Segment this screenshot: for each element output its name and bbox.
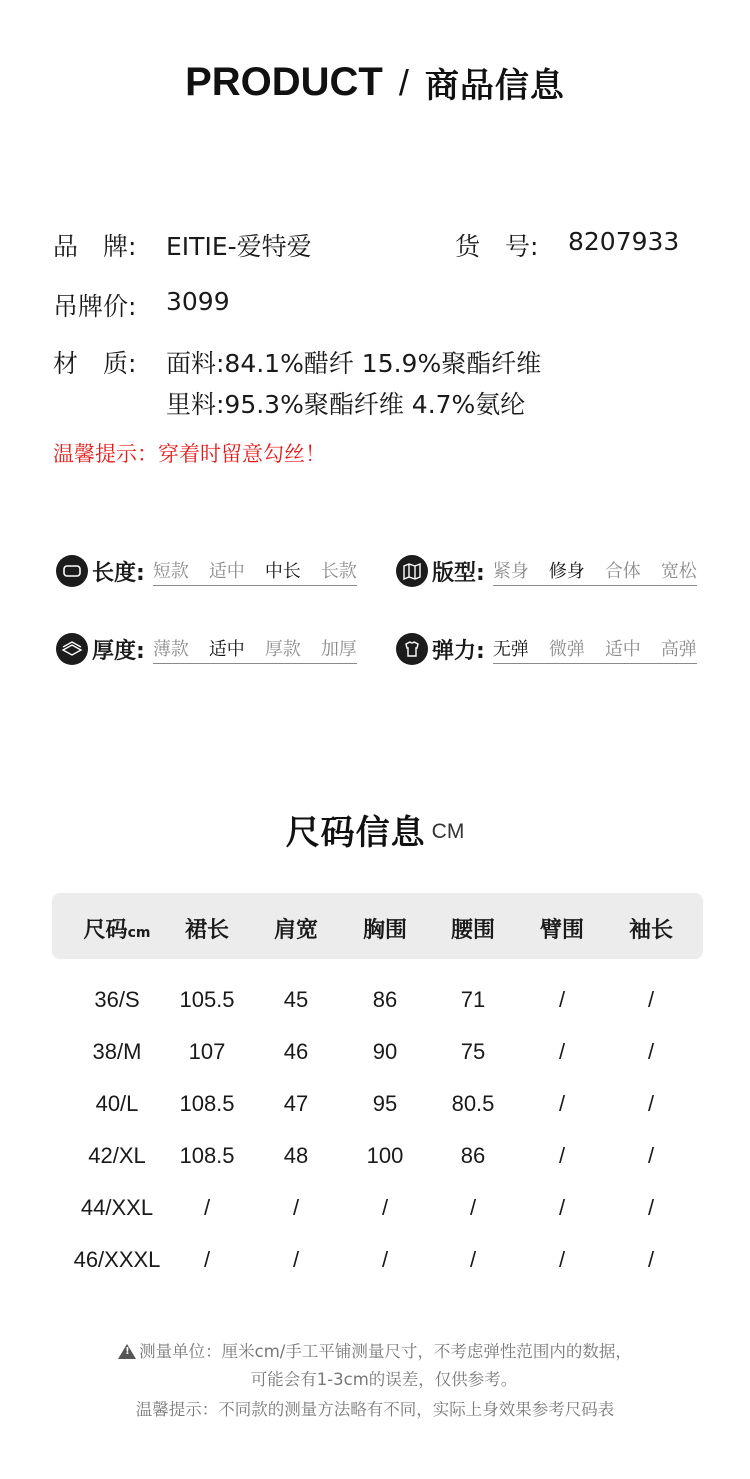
- header-title-cn: 商品信息: [424, 66, 565, 106]
- option-regular: 合体: [604, 560, 641, 582]
- option-long: 长款: [320, 560, 357, 582]
- measurement-cell: /: [558, 1091, 566, 1116]
- measurement-cell: /: [558, 1143, 566, 1168]
- attribute-elasticity: [396, 632, 697, 666]
- option-thin: 薄款: [152, 638, 189, 660]
- size-cell: 36/S: [94, 987, 140, 1012]
- size-cell: 46/XXXL: [73, 1247, 161, 1272]
- option-slight-stretch: 微弹: [548, 638, 585, 660]
- measurement-cell: /: [292, 1195, 300, 1220]
- note-line-1: 测量单位：厘米cm/手工平铺测量尺寸，不考虑弹性范围内的数据，: [139, 1342, 632, 1361]
- note-line-3: 温馨提示：不同款的测量方法略有不同，实际上身效果参考尺码表: [135, 1400, 615, 1419]
- measurement-cell: /: [647, 1039, 655, 1064]
- size-cell: 42/XL: [88, 1143, 146, 1168]
- brand-label: 品 牌:: [53, 232, 137, 261]
- header-sleeve: 袖长: [628, 918, 673, 943]
- material-label: 材 质:: [53, 349, 137, 378]
- measurement-cell: 48: [283, 1143, 309, 1168]
- length-icon: [56, 555, 88, 587]
- price-label: 吊牌价:: [53, 292, 137, 321]
- size-cell: 40/L: [95, 1091, 139, 1116]
- option-no-stretch: 无弹: [492, 638, 529, 660]
- attribute-options: [153, 557, 357, 586]
- measurement-cell: 75: [460, 1039, 486, 1064]
- measurement-note: [0, 1338, 750, 1362]
- measurement-cell: /: [292, 1247, 300, 1272]
- header-skirt-length: 裙长: [184, 918, 229, 943]
- measurement-cell: 107: [188, 1039, 226, 1064]
- measurement-cell: /: [558, 1039, 566, 1064]
- measurement-cell: 45: [283, 987, 309, 1012]
- measurement-cell: /: [558, 1247, 566, 1272]
- attribute-fit: [396, 554, 697, 588]
- size-title-text: 尺码信息: [285, 813, 426, 853]
- measurement-cell: 46: [283, 1039, 309, 1064]
- size-cell: 44/XXL: [80, 1195, 154, 1220]
- measurement-cell: /: [558, 1195, 566, 1220]
- option-high-stretch: 高弹: [660, 638, 697, 660]
- measurement-cell: /: [469, 1195, 477, 1220]
- measurement-cell: 95: [372, 1091, 398, 1116]
- measurement-cell: /: [647, 1143, 655, 1168]
- measurement-cell: /: [647, 987, 655, 1012]
- measurement-cell: 108.5: [179, 1143, 235, 1168]
- header-arm: 臂围: [539, 918, 584, 943]
- option-tight: 紧身: [492, 560, 529, 582]
- option-thick: 厚款: [264, 638, 301, 660]
- measurement-cell: 47: [283, 1091, 309, 1116]
- header-bust: 胸围: [362, 918, 407, 943]
- measurement-cell: /: [381, 1247, 389, 1272]
- attribute-name: 长度:: [92, 560, 145, 586]
- brand-value: EITIE-爱特爱: [166, 232, 312, 261]
- warning-icon: [118, 1344, 136, 1359]
- header-size-unit: cm: [127, 925, 151, 941]
- option-extra-thick: 加厚: [320, 638, 357, 660]
- option-slim: 修身: [548, 560, 585, 582]
- measurement-cell: /: [558, 987, 566, 1012]
- attribute-options: [153, 635, 357, 664]
- thickness-icon: [56, 633, 88, 665]
- attribute-length: [56, 554, 357, 588]
- option-short: 短款: [152, 560, 189, 582]
- attribute-options: [493, 557, 697, 586]
- attribute-options: [493, 635, 697, 664]
- measurement-cell: /: [381, 1195, 389, 1220]
- sku-label: 货 号:: [455, 232, 539, 261]
- material-lining: 里料:95.3%聚酯纤维 4.7%氨纶: [166, 390, 526, 419]
- page-header: [0, 58, 750, 107]
- option-medium-stretch: 适中: [604, 638, 641, 660]
- header-shoulder: 肩宽: [273, 918, 318, 943]
- care-warning: 温馨提示：穿着时留意勾丝！: [53, 442, 326, 466]
- measurement-cell: /: [469, 1247, 477, 1272]
- option-mid-long: 中长: [264, 560, 301, 582]
- option-loose: 宽松: [660, 560, 697, 582]
- measurement-cell: 90: [372, 1039, 398, 1064]
- header-size-label: 尺码: [83, 918, 128, 943]
- header-waist: 腰围: [450, 918, 495, 943]
- size-cell: 38/M: [92, 1039, 142, 1064]
- fit-icon: [396, 555, 428, 587]
- sku-value: 8207933: [568, 227, 680, 256]
- measurement-cell: 86: [460, 1143, 486, 1168]
- measurement-cell: /: [647, 1195, 655, 1220]
- attribute-name: 版型:: [432, 560, 485, 586]
- measurement-cell: /: [647, 1247, 655, 1272]
- measurement-cell: 105.5: [179, 987, 235, 1012]
- measurement-cell: 108.5: [179, 1091, 235, 1116]
- note-line-2: 可能会有1-3cm的误差，仅供参考。: [250, 1370, 518, 1389]
- option-medium: 适中: [208, 638, 245, 660]
- measurement-cell: 80.5: [451, 1091, 495, 1116]
- material-outer: 面料:84.1%醋纤 15.9%聚酯纤维: [166, 349, 542, 378]
- attribute-name: 弹力:: [432, 638, 485, 664]
- attribute-thickness: [56, 632, 357, 666]
- measurement-cell: 71: [460, 987, 486, 1012]
- header-size: [67, 913, 167, 944]
- price-value: 3099: [166, 287, 230, 316]
- header-title-en: PRODUCT: [185, 60, 383, 104]
- measurement-cell: 100: [366, 1143, 404, 1168]
- measurement-cell: /: [203, 1247, 211, 1272]
- measurement-cell: /: [203, 1195, 211, 1220]
- size-info-title: [0, 805, 750, 854]
- measurement-cell: 86: [372, 987, 398, 1012]
- elasticity-icon: [396, 633, 428, 665]
- size-title-unit: CM: [431, 820, 465, 843]
- measurement-cell: /: [647, 1091, 655, 1116]
- header-separator: /: [398, 61, 409, 103]
- attribute-name: 厚度:: [92, 638, 145, 664]
- option-medium: 适中: [208, 560, 245, 582]
